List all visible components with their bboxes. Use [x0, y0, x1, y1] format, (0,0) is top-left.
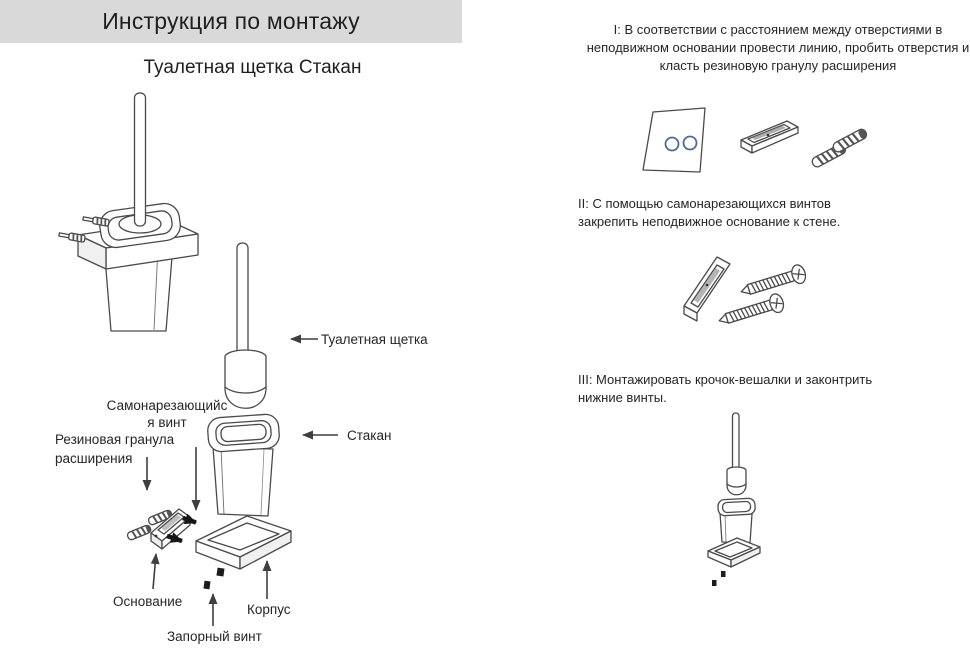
housing-drawing — [196, 516, 291, 569]
step-2-illustration — [650, 240, 870, 340]
step-1-instruction: I: В соответствии с расстоянием между отверстиями в неподвижном основании провести линию, пробить отверстия и класть резиновую гранулу расширения — [586, 22, 970, 73]
label-line: Самонарезающийс — [106, 398, 228, 413]
toilet-brush-drawing — [225, 243, 266, 408]
label-base: Основание — [113, 594, 183, 609]
drill-hole-icon — [666, 138, 679, 151]
label-line: я винт — [147, 415, 187, 430]
page-title: Инструкция по монтажу — [102, 8, 360, 34]
label-rubber-anchor — [55, 430, 174, 468]
step-3-instruction: III: Монтажировать крочок-вешалки и законтрить нижние винты. — [578, 372, 873, 405]
assembled-unit-drawing — [59, 93, 198, 331]
step-2-instruction: II: С помощью самонарезающихся винтов закрепить неподвижное основание к стене. — [578, 196, 841, 229]
fixed-base-drawing — [741, 121, 798, 153]
lock-screws-drawing — [203, 568, 224, 590]
label-lock-screw: Запорный винт — [167, 629, 262, 644]
fixed-base-drawing — [684, 257, 730, 321]
exploded-diagram-illustration — [0, 85, 440, 648]
label-self-tapping-screw — [100, 397, 234, 431]
label-cup: Стакан — [347, 428, 392, 443]
marking-plate-drawing — [643, 108, 705, 172]
base-drawing — [127, 509, 196, 549]
step-3-illustration — [690, 405, 780, 595]
label-line: расширения — [55, 451, 133, 466]
label-line: Резиновая гранула — [55, 432, 175, 447]
label-toilet-brush: Туалетная щетка — [321, 332, 428, 347]
header-band — [0, 0, 462, 43]
product-title: Туалетная щетка Стакан — [143, 57, 362, 78]
step-1-illustration — [630, 95, 880, 190]
self-tapping-screws-drawing — [716, 263, 807, 330]
label-body: Корпус — [247, 602, 291, 617]
mini-assembly-drawing — [708, 413, 760, 586]
rubber-anchors-drawing — [811, 128, 868, 169]
drill-hole-icon — [684, 137, 697, 150]
